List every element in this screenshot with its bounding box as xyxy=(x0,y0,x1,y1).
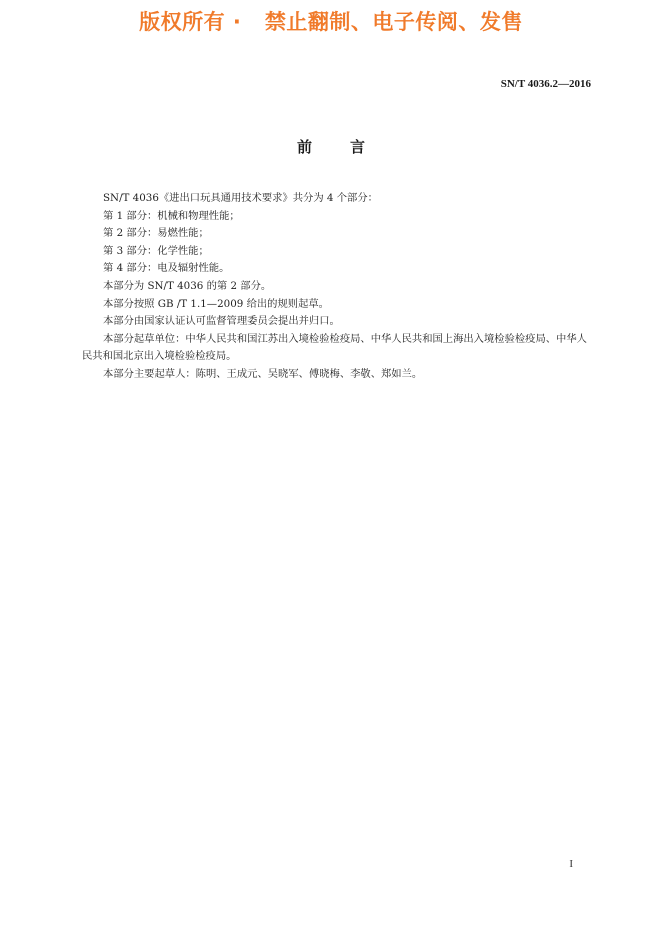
page-number: I xyxy=(569,858,573,870)
paragraph-drafters: 本部分主要起草人：陈明、王成元、吴晓军、傅晓梅、李敬、郑如兰。 xyxy=(103,367,423,380)
copyright-watermark: 版权所有 · 禁止翻制、电子传阅、发售 xyxy=(139,10,523,34)
paragraph-drafting-rules: 本部分按照 GB /T 1.1—2009 给出的规则起草。 xyxy=(103,297,329,310)
paragraph-parts-overview: SN/T 4036《进出口玩具通用技术要求》共分为 4 个部分： xyxy=(103,192,378,204)
section-title: 前言 xyxy=(296,138,403,156)
paragraph-this-part: 本部分为 SN/T 4036 的第 2 部分。 xyxy=(103,279,272,292)
paragraph-part-4: 第 4 部分：电及辐射性能。 xyxy=(103,262,230,275)
foreword-body xyxy=(82,190,594,384)
paragraph-part-1: 第 1 部分：机械和物理性能； xyxy=(103,209,240,222)
document-code: SN/T 4036.2—2016 xyxy=(500,78,591,90)
paragraph-proposer: 本部分由国家认证认可监督管理委员会提出并归口。 xyxy=(103,315,340,328)
paragraph-part-3: 第 3 部分：化学性能； xyxy=(103,244,209,257)
paragraph-drafting-units: 本部分起草单位：中华人民共和国江苏出入境检验检疫局、中华人民共和国上海出入境检验检疫局、中华人民共和国北京出入境检验检疫局。 xyxy=(82,332,587,363)
paragraph-part-2: 第 2 部分：易燃性能； xyxy=(103,227,209,240)
